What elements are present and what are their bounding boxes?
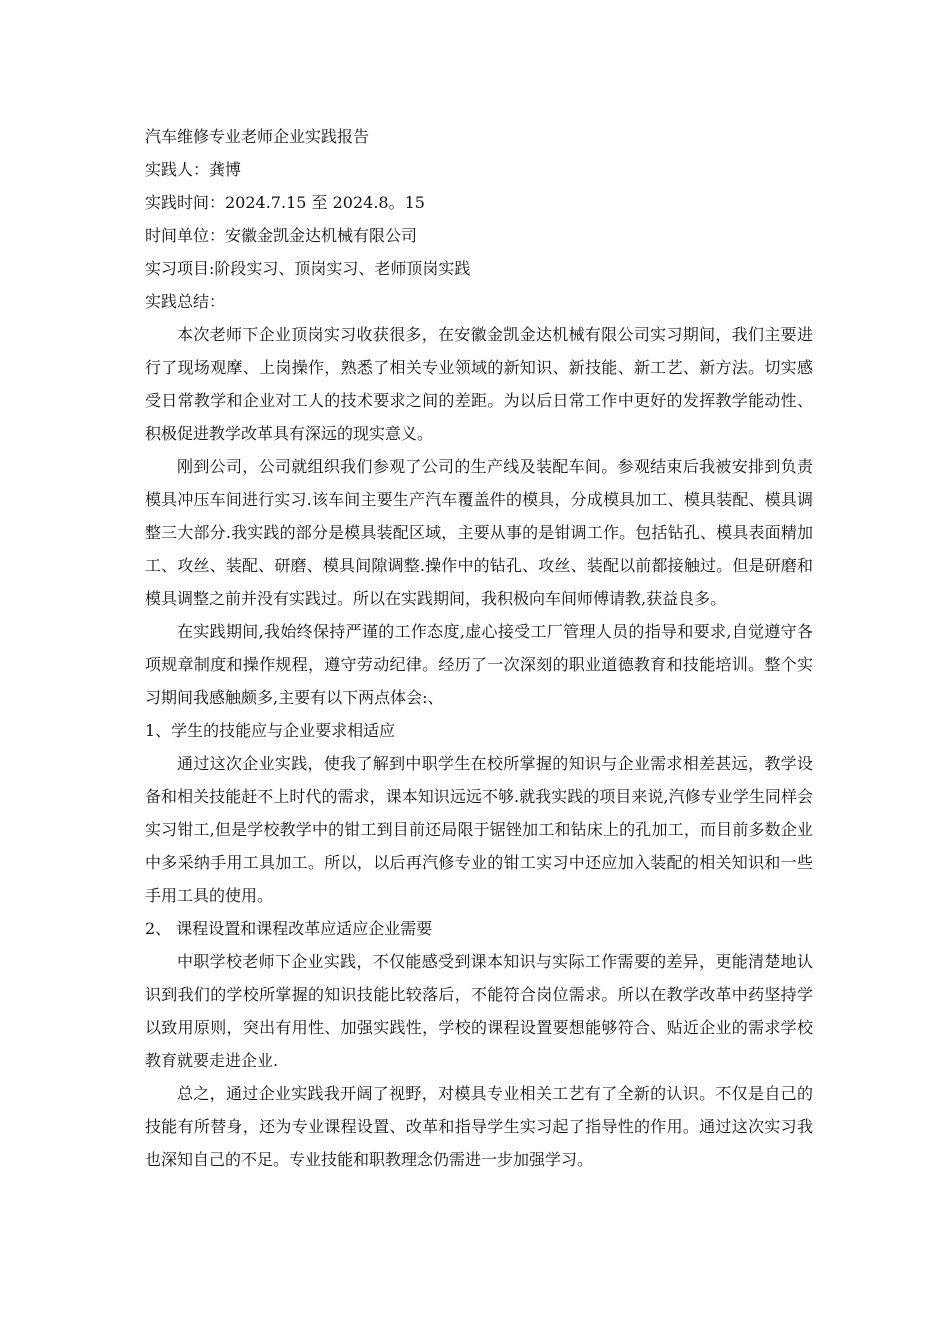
section-heading-2: 2、 课程设置和课程改革应适应企业需要 [145,919,433,938]
section-heading-1: 1、学生的技能应与企业要求相适应 [145,721,396,740]
paragraph-4: 通过这次企业实践，使我了解到中职学生在校所掌握的知识与企业需求相差甚远，教学设备和相关技能赶不上时代的需求，课本知识远远不够.就我实践的项目来说,汽修专业学生同样会实习钳工,但是学校教学中的钳工到目前还局限于锯锉加工和钻床上的孔加工，而目前多数企业中多采纳手用工具加工。所以，以后再汽修专业的钳工实习中还应加入装配的相关知识和一些手用工具的使用。 [145,754,813,905]
paragraph-2: 刚到公司，公司就组织我们参观了公司的生产线及装配车间。参观结束后我被安排到负责模具冲压车间进行实习.该车间主要生产汽车覆盖件的模具，分成模具加工、模具装配、模具调整三大部分.我实践的部分是模具装配区域，主要从事的是钳调工作。包括钻孔、模具表面精加工、攻丝、装配、研磨、模具间隙调整.操作中的钻孔、攻丝、装配以前都接触过。但是研磨和模具调整之前并没有实践过。所以在实践期间，我积极向车间师傅请教,获益良多。 [145,457,813,608]
paragraph-1: 本次老师下企业顶岗实习收获很多，在安徽金凯金达机械有限公司实习期间，我们主要进行了现场观摩、上岗操作，熟悉了相关专业领域的新知识、新技能、新工艺、新方法。切实感受日常教学和企业对工人的技术要求之间的差距。为以后日常工作中更好的发挥教学能动性、积极促进教学改革具有深远的现实意义。 [145,325,813,443]
document-page [145,120,813,1176]
paragraph-3: 在实践期间,我始终保持严谨的工作态度,虚心接受工厂管理人员的指导和要求,自觉遵守各项规章制度和操作规程，遵守劳动纪律。经历了一次深刻的职业道德教育和技能培训。整个实习期间我感触颇多,主要有以下两点体会:、 [145,622,813,707]
project-line: 实习项目:阶段实习、顶岗实习、老师顶岗实践 [145,259,471,278]
practitioner-line: 实践人：龚博 [145,160,242,179]
paragraph-6: 总之，通过企业实践我开阔了视野，对模具专业相关工艺有了全新的认识。不仅是自己的技能有所替身，还为专业课程设置、改革和指导学生实习起了指导性的作用。通过这次实习我也深知自己的不足。专业技能和职教理念仍需进一步加强学习。 [145,1084,813,1169]
summary-label: 实践总结： [145,292,226,311]
document-title: 汽车维修专业老师企业实践报告 [145,127,370,146]
paragraph-5: 中职学校老师下企业实践，不仅能感受到课本知识与实际工作需要的差异，更能清楚地认识到我们的学校所掌握的知识技能比较落后，不能符合岗位需求。所以在教学改革中药坚持学以致用原则，突出有用性、加强实践性，学校的课程设置要想能够符合、贴近企业的需求学校教育就要走进企业. [145,952,813,1070]
practice-time-line: 实践时间：2024.7.15 至 2024.8。15 [145,193,425,212]
unit-line: 时间单位：安徽金凯金达机械有限公司 [145,226,418,245]
